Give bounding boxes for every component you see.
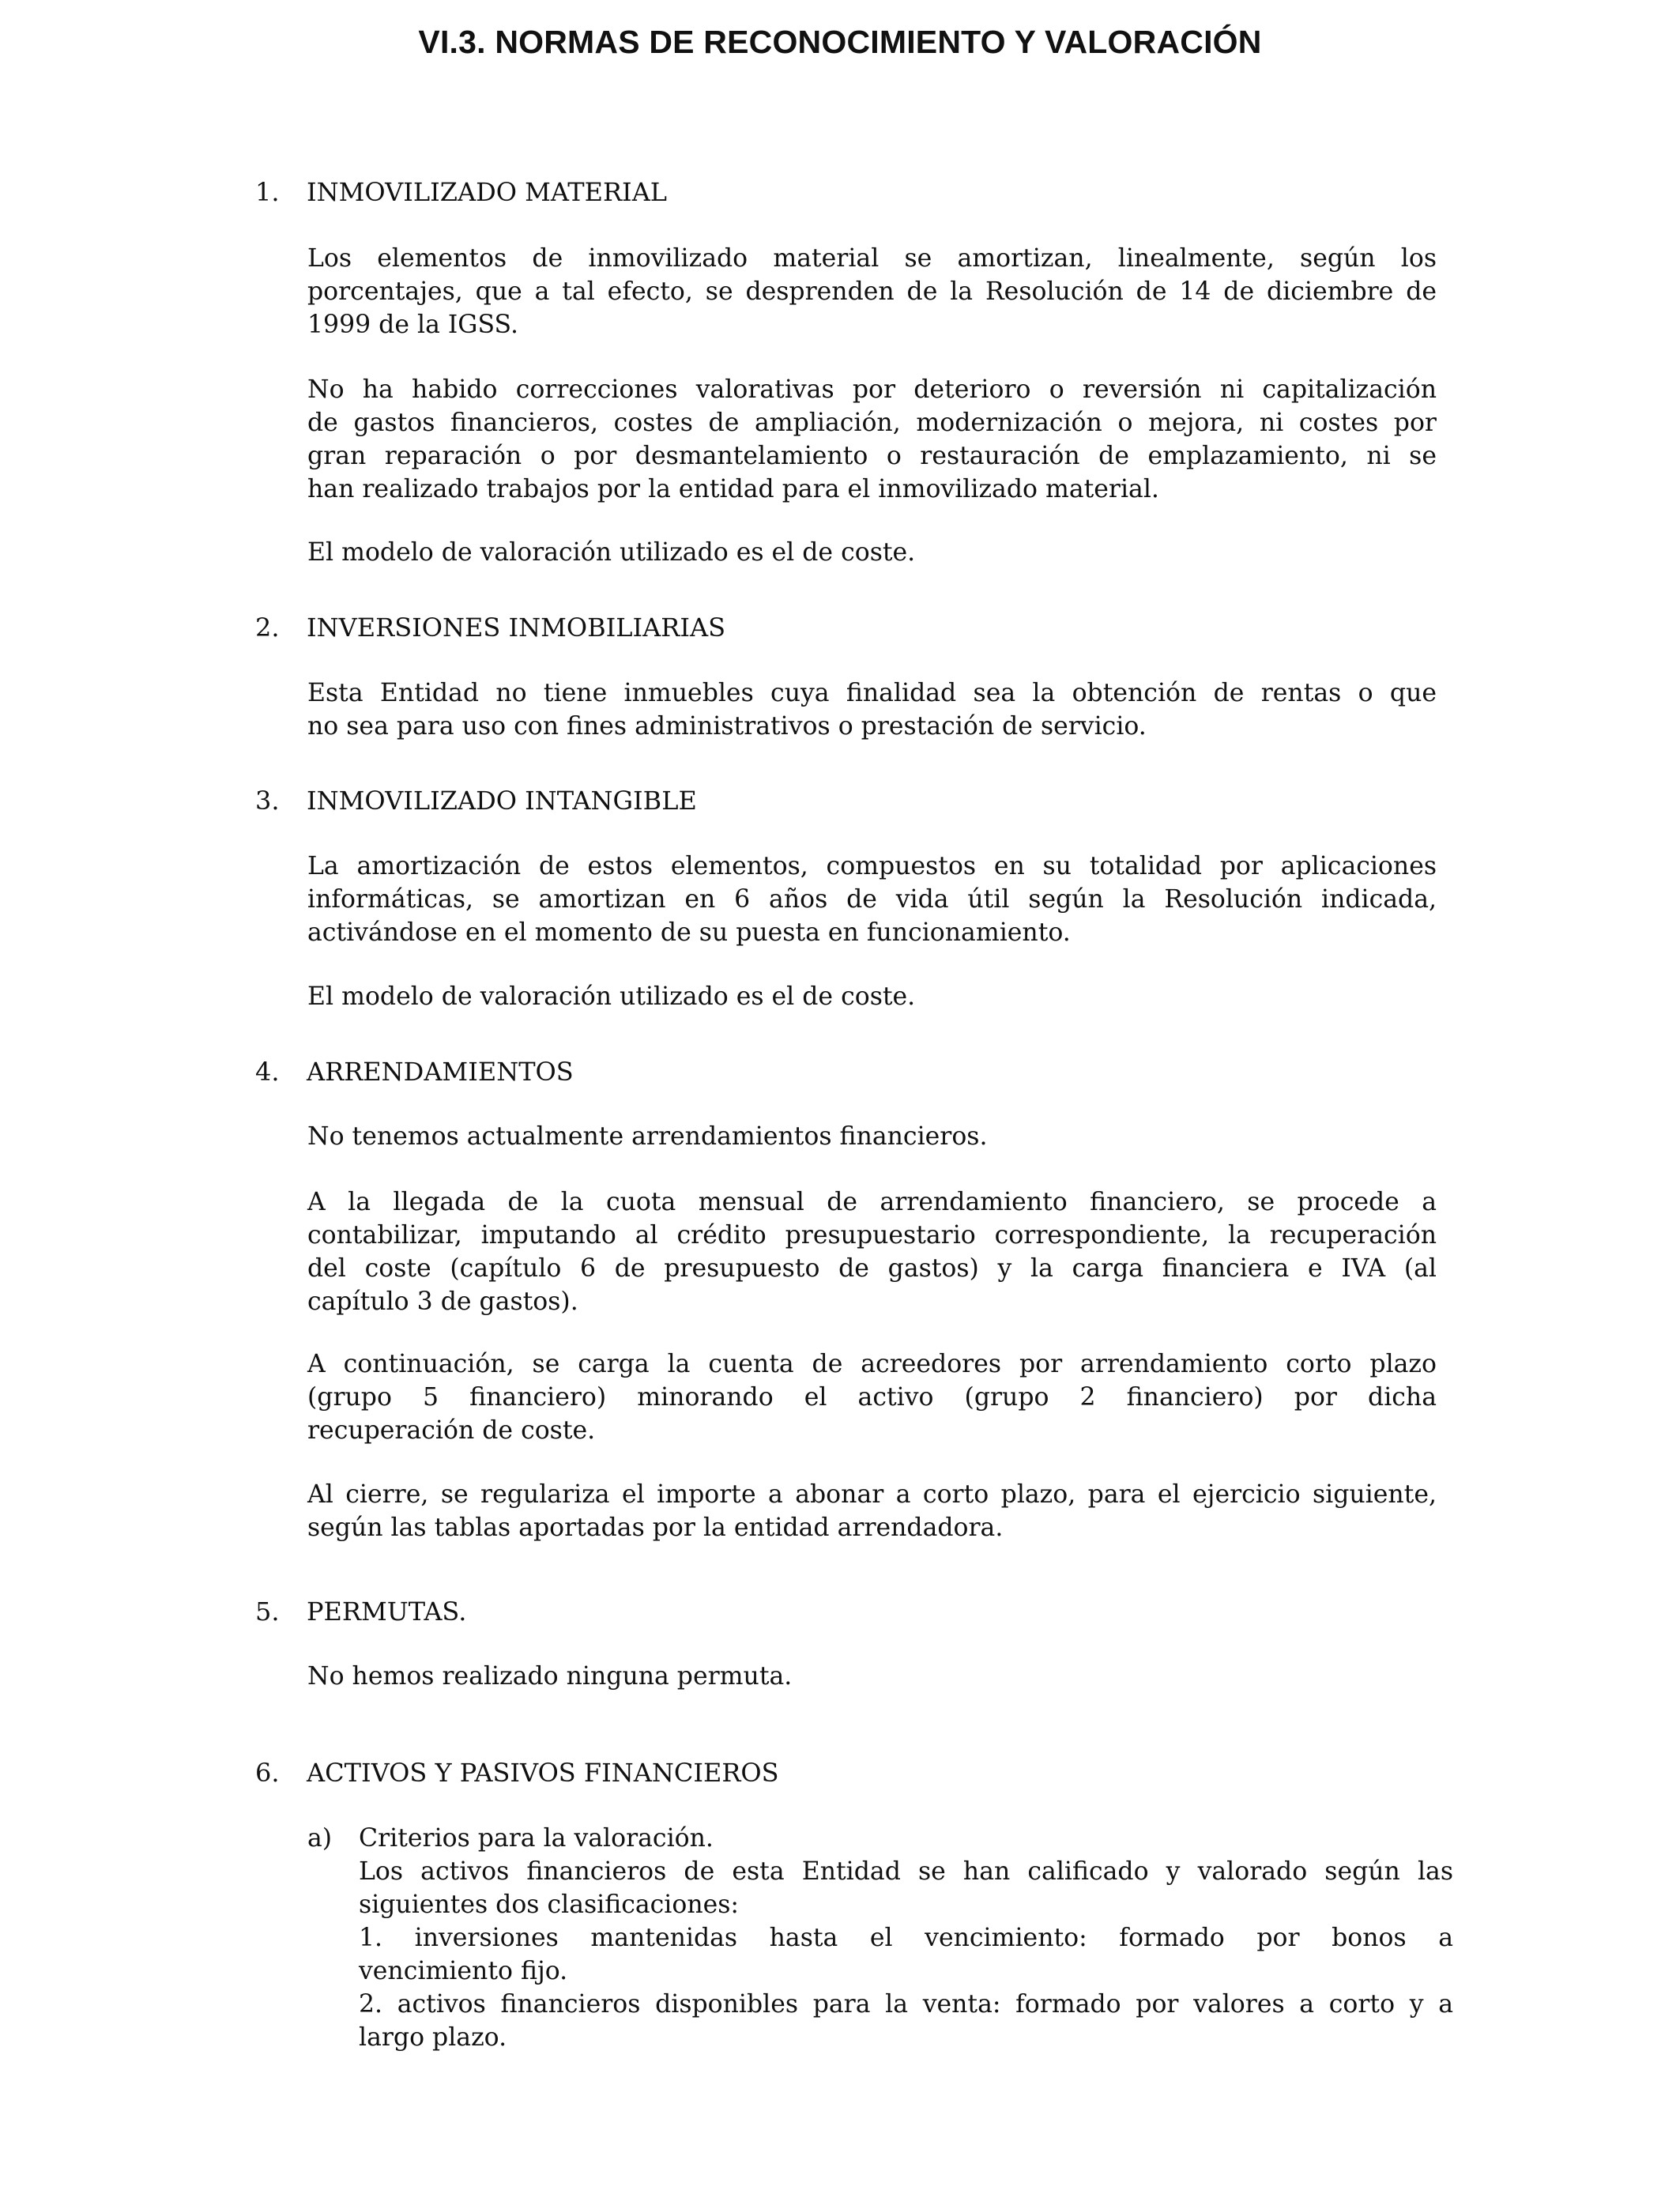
text-line: han realizado trabajos por la entidad para el inmovilizado material. — [307, 475, 1159, 503]
section-heading-inversiones-inmobiliarias — [255, 611, 1441, 644]
text-line: (grupo 5 financiero) minorando el activo (grupo 2 financiero) por dicha — [307, 1383, 1437, 1412]
section-heading-activos-pasivos-financieros — [255, 1756, 1441, 1789]
section-number: 1. — [255, 177, 280, 207]
text-line: no sea para uso con fines administrativos o prestación de servicio. — [307, 712, 1147, 741]
paragraph — [307, 242, 1437, 341]
text-line: No hemos realizado ninguna permuta. — [307, 1662, 793, 1691]
section-number: 3. — [255, 786, 280, 816]
section-heading-arrendamientos — [255, 1055, 1441, 1088]
text-line: Al cierre, se regulariza el importe a abonar a corto plazo, para el ejercicio siguiente, — [307, 1480, 1437, 1509]
paragraph — [307, 677, 1437, 743]
text-line: Los elementos de inmovilizado material se amortizan, linealmente, según los — [307, 244, 1437, 273]
section-title: INVERSIONES INMOBILIARIAS — [307, 613, 726, 643]
paragraph — [307, 373, 1437, 506]
text-line: El modelo de valoración utilizado es el de coste. — [307, 538, 916, 567]
paragraph — [307, 1660, 1437, 1693]
paragraph — [307, 980, 1437, 1013]
text-line: 1999 de la IGSS. — [307, 311, 518, 339]
sub-item-content — [359, 1822, 1453, 2054]
text-line: gran reparación o por desmantelamiento o restauración de emplazamiento, ni se — [307, 442, 1437, 470]
paragraph — [307, 536, 1437, 569]
text-line: La amortización de estos elementos, compuestos en su totalidad por aplicaciones — [307, 852, 1437, 880]
section-number: 5. — [255, 1596, 280, 1627]
text-line: Esta Entidad no tiene inmuebles cuya finalidad sea la obtención de rentas o que — [307, 679, 1437, 707]
text-line: informáticas, se amortizan en 6 años de vida útil según la Resolución indicada, — [307, 885, 1437, 914]
text-line: No ha habido correcciones valorativas por deterioro o reversión ni capitalización — [307, 375, 1437, 404]
text-line: del coste (capítulo 6 de presupuesto de gastos) y la carga financiera e IVA (al — [307, 1254, 1437, 1283]
text-line: vencimiento fijo. — [359, 1957, 568, 1985]
text-line: A la llegada de la cuota mensual de arrendamiento financiero, se procede a — [307, 1188, 1437, 1216]
paragraph — [307, 1348, 1437, 1447]
text-line: Los activos financieros de esta Entidad se han calificado y valorado según las — [359, 1857, 1453, 1886]
section-number: 4. — [255, 1057, 280, 1087]
section-heading-permutas — [255, 1595, 1441, 1628]
text-line: 1. inversiones mantenidas hasta el vencimiento: formado por bonos a — [359, 1924, 1453, 1952]
section-title: INMOVILIZADO INTANGIBLE — [307, 786, 697, 816]
text-line: 2. activos financieros disponibles para la venta: formado por valores a corto y a — [359, 1990, 1453, 2019]
text-line: contabilizar, imputando al crédito presupuestario correspondiente, la recuperación — [307, 1221, 1437, 1250]
text-line: recuperación de coste. — [307, 1416, 596, 1445]
section-number: 2. — [255, 613, 280, 643]
text-line: largo plazo. — [359, 2023, 507, 2052]
section-title: INMOVILIZADO MATERIAL — [307, 177, 668, 207]
page-title: VI.3. NORMAS DE RECONOCIMIENTO Y VALORACIÓN — [418, 24, 1262, 60]
text-line: No tenemos actualmente arrendamientos financieros. — [307, 1122, 988, 1151]
section-heading-inmovilizado-material — [255, 175, 1441, 209]
text-line: capítulo 3 de gastos). — [307, 1287, 578, 1316]
text-line: A continuación, se carga la cuenta de acreedores por arrendamiento corto plazo — [307, 1350, 1437, 1378]
section-title: ARRENDAMIENTOS — [307, 1057, 574, 1087]
section-title: ACTIVOS Y PASIVOS FINANCIEROS — [307, 1758, 779, 1788]
paragraph — [307, 1120, 1437, 1153]
section-number: 6. — [255, 1758, 280, 1788]
text-line: siguientes dos clasificaciones: — [359, 1891, 740, 1919]
paragraph — [307, 850, 1437, 949]
paragraph — [307, 1478, 1437, 1544]
text-line: de gastos financieros, costes de ampliación, modernización o mejora, ni costes por — [307, 409, 1437, 437]
paragraph — [307, 1186, 1437, 1318]
section-title: PERMUTAS. — [307, 1596, 467, 1627]
section-heading-inmovilizado-intangible — [255, 784, 1441, 817]
text-line: según las tablas aportadas por la entidad arrendadora. — [307, 1514, 1004, 1542]
text-line: El modelo de valoración utilizado es el de coste. — [307, 982, 916, 1011]
text-line: porcentajes, que a tal efecto, se desprenden de la Resolución de 14 de diciembre de — [307, 277, 1437, 306]
sub-item-marker: a) — [307, 1824, 333, 1853]
text-line: Criterios para la valoración. — [359, 1824, 714, 1853]
text-line: activándose en el momento de su puesta en funcionamiento. — [307, 918, 1071, 947]
